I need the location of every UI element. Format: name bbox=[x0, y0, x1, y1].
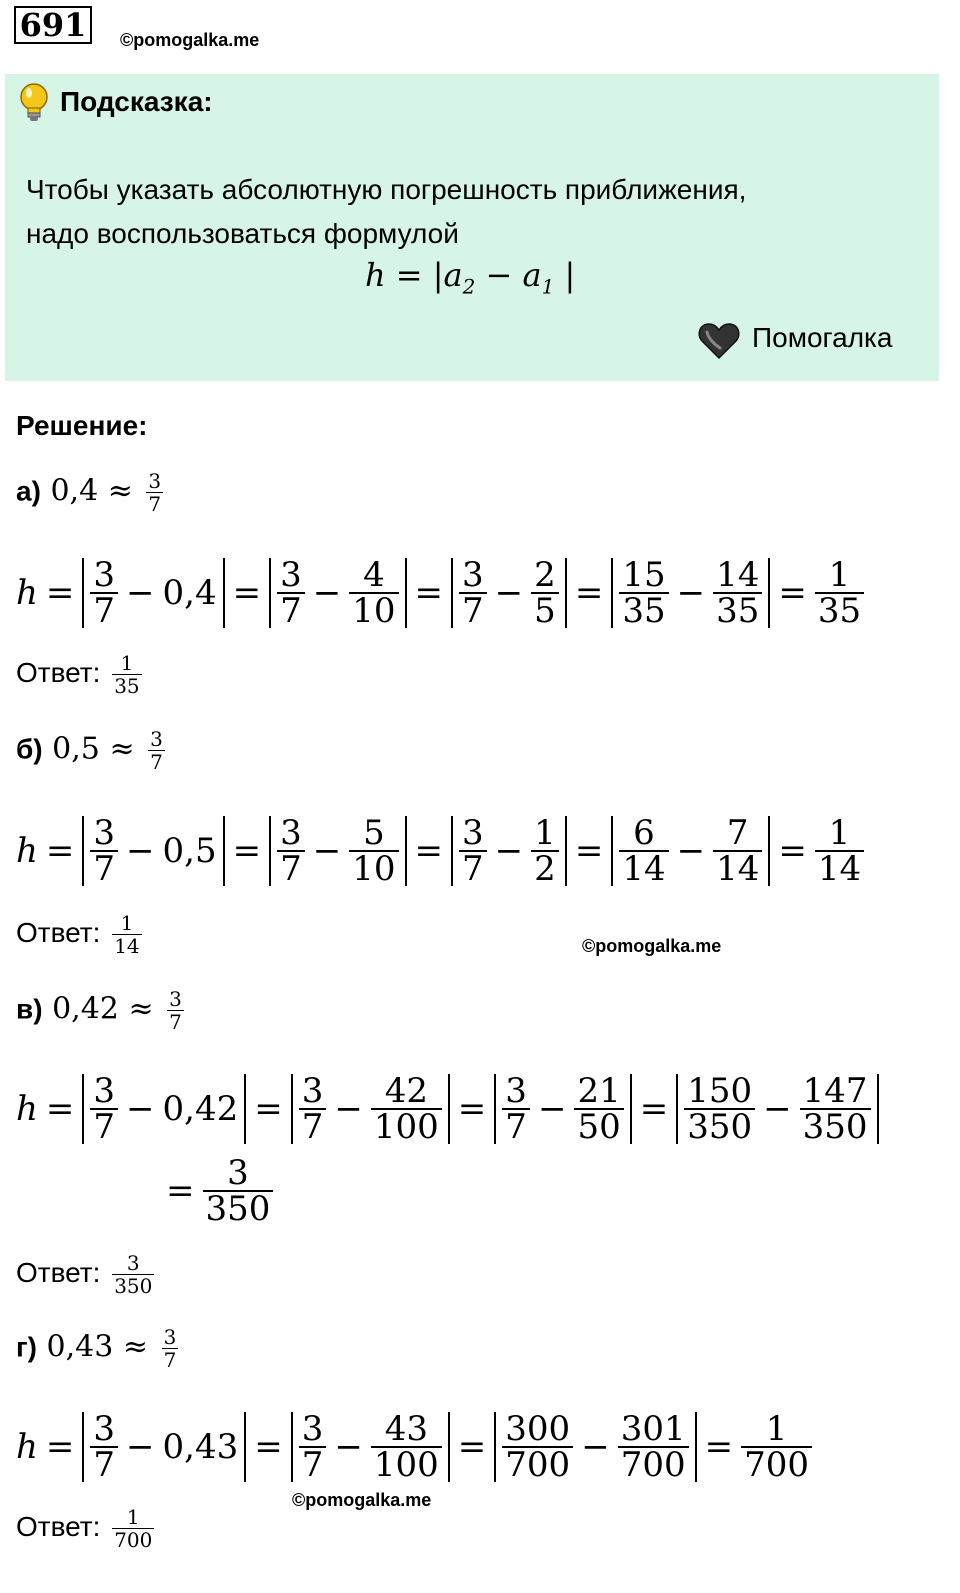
approx-fraction: $\frac{3}{7}$ bbox=[150, 727, 163, 774]
approx-fraction: $\frac{3}{7}$ bbox=[163, 1325, 177, 1372]
part-d-statement bbox=[16, 1326, 178, 1371]
approx-sign: ≈ bbox=[122, 1329, 149, 1365]
approx-fraction: $\frac{3}{7}$ bbox=[148, 469, 162, 516]
decimal-value: 0,4 bbox=[50, 473, 99, 509]
formula-eq: = | bbox=[395, 256, 444, 294]
part-label: г) bbox=[16, 1331, 37, 1363]
abs-term: $\frac{150}{350}$ − $\frac{147}{350}$ bbox=[676, 1074, 878, 1144]
abs-term: $\frac{3}{7}$ − $\frac{1}{2}$ bbox=[451, 816, 567, 886]
decimal-value: 0,42 bbox=[52, 991, 119, 1027]
hint-text-line-1: Чтобы указать абсолютную погрешность приближения, bbox=[26, 174, 747, 205]
watermark: ©pomogalka.me bbox=[120, 30, 260, 50]
result-fraction: $\frac{3}{350}$ bbox=[203, 1156, 274, 1226]
part-label: б) bbox=[16, 733, 43, 765]
abs-term: $\frac{3}{7}$ − 0,43 bbox=[82, 1412, 246, 1482]
formula-h: h bbox=[365, 256, 386, 294]
part-b-equation: h = $\frac{3}{7}$ − 0,5 = $\frac{3}{7}$ − $\frac{5}{10}$ = $\frac{3}{7}$ − $\frac{1}{2}$ = $\frac{6}{14}$ − $\frac{7}{14}$ = $\frac{1}{14}$ bbox=[16, 816, 864, 886]
formula-a2: a bbox=[443, 256, 463, 294]
hint-text-line-2: надо воспользоваться формулой bbox=[26, 218, 459, 249]
formula-sub-2: 2 bbox=[462, 274, 476, 299]
part-b-statement bbox=[16, 728, 165, 773]
lightbulb-icon bbox=[18, 82, 50, 124]
abs-term: $\frac{3}{7}$ − $\frac{5}{10}$ bbox=[269, 816, 406, 886]
part-d-equation: h = $\frac{3}{7}$ − 0,43 = $\frac{3}{7}$ − $\frac{43}{100}$ = $\frac{300}{700}$ − $\frac{301}{700}$ = $\frac{1}{700}$ bbox=[16, 1412, 812, 1482]
result-fraction: $\frac{1}{700}$ bbox=[741, 1412, 812, 1482]
part-c-answer: Ответ: $\frac{3}{350}$ bbox=[16, 1251, 153, 1298]
approx-sign: ≈ bbox=[109, 731, 135, 767]
heart-icon bbox=[698, 322, 740, 360]
part-d-answer: Ответ: $\frac{1}{700}$ bbox=[16, 1505, 153, 1552]
result-fraction: $\frac{1}{14}$ bbox=[815, 816, 864, 886]
abs-term: $\frac{3}{7}$ − $\frac{43}{100}$ bbox=[291, 1412, 450, 1482]
abs-term: $\frac{3}{7}$ − 0,5 bbox=[82, 816, 224, 886]
abs-term: $\frac{300}{700}$ − $\frac{301}{700}$ bbox=[494, 1412, 696, 1482]
part-c-statement bbox=[16, 988, 184, 1033]
part-a-statement bbox=[16, 470, 163, 515]
abs-term: $\frac{3}{7}$ − $\frac{2}{5}$ bbox=[451, 558, 567, 628]
part-c-result: = $\frac{3}{350}$ bbox=[158, 1156, 273, 1226]
approx-sign: ≈ bbox=[107, 473, 133, 509]
part-label: в) bbox=[16, 993, 43, 1025]
hint-formula bbox=[365, 256, 575, 298]
part-b-answer: Ответ: $\frac{1}{14}$ bbox=[16, 911, 140, 958]
formula-sub-1: 1 bbox=[541, 274, 555, 299]
approx-fraction: $\frac{3}{7}$ bbox=[169, 987, 182, 1034]
part-label: а) bbox=[16, 475, 41, 507]
brand-name: Помогалка bbox=[752, 322, 893, 353]
formula-close: | bbox=[554, 256, 576, 294]
abs-term: $\frac{3}{7}$ − $\frac{42}{100}$ bbox=[291, 1074, 450, 1144]
abs-term: $\frac{15}{35}$ − $\frac{14}{35}$ bbox=[611, 558, 770, 628]
hint-title: Подсказка: bbox=[60, 86, 213, 117]
abs-term: $\frac{6}{14}$ − $\frac{7}{14}$ bbox=[611, 816, 770, 886]
watermark-3: ©pomogalka.me bbox=[292, 1490, 432, 1510]
solution-title: Решение: bbox=[16, 410, 148, 441]
approx-sign: ≈ bbox=[128, 991, 154, 1027]
abs-term: $\frac{3}{7}$ − $\frac{21}{50}$ bbox=[494, 1074, 631, 1144]
abs-term: $\frac{3}{7}$ − $\frac{4}{10}$ bbox=[269, 558, 406, 628]
abs-term: $\frac{3}{7}$ − 0,4 bbox=[82, 558, 224, 628]
hint-text bbox=[26, 168, 746, 256]
formula-minus: − bbox=[475, 256, 523, 294]
part-a-answer: Ответ: $\frac{1}{35}$ bbox=[16, 651, 140, 698]
watermark-2: ©pomogalka.me bbox=[582, 936, 722, 956]
part-a-equation: h = $\frac{3}{7}$ − 0,4 = $\frac{3}{7}$ − $\frac{4}{10}$ = $\frac{3}{7}$ − $\frac{2}{5}$ = $\frac{15}{35}$ − $\frac{14}{35}$ = $\frac{1}{35}$ bbox=[16, 558, 864, 628]
abs-term: $\frac{3}{7}$ − 0,42 bbox=[82, 1074, 246, 1144]
decimal-value: 0,5 bbox=[52, 731, 100, 767]
part-c-equation: h = $\frac{3}{7}$ − 0,42 = $\frac{3}{7}$ − $\frac{42}{100}$ = $\frac{3}{7}$ − $\frac{21}{50}$ = $\frac{150}{350}$ − $\frac{147}{350}$ bbox=[16, 1074, 879, 1144]
formula-a1: a bbox=[522, 256, 542, 294]
decimal-value: 0,43 bbox=[46, 1329, 114, 1365]
result-fraction: $\frac{1}{35}$ bbox=[815, 558, 864, 628]
task-number: 691 bbox=[14, 6, 92, 44]
